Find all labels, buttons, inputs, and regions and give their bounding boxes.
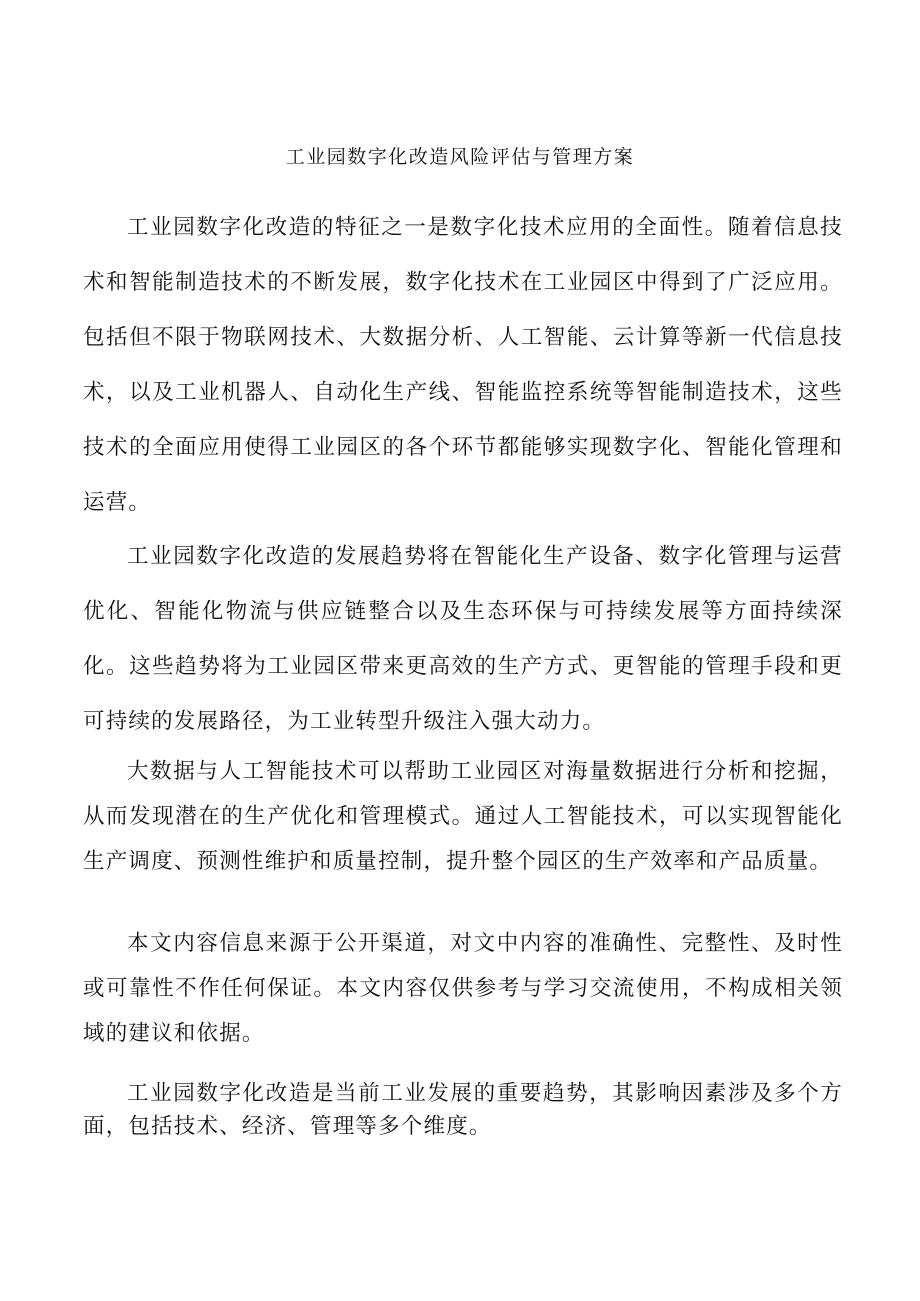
paragraph-influencing-factors: 工业园数字化改造是当前工业发展的重要趋势，其影响因素涉及多个方面，包括技术、经济、管理等多个维度。 [83, 1081, 843, 1139]
paragraph-development-trends: 工业园数字化改造的发展趋势将在智能化生产设备、数字化管理与运营优化、智能化物流与供应链整合以及生态环保与可持续发展等方面持续深化。这些趋势将为工业园区带来更高效的生产方式、更智能的管理手段和更可持续的发展路径，为工业转型升级注入强大动力。 [83, 544, 843, 734]
paragraph-digital-tech-features: 工业园数字化改造的特征之一是数字化技术应用的全面性。随着信息技术和智能制造技术的不断发展，数字化技术在工业园区中得到了广泛应用。包括但不限于物联网技术、大数据分析、人工智能、云计算等新一代信息技术，以及工业机器人、自动化生产线、智能监控系统等智能制造技术，这些技术的全面应用使得工业园区的各个环节都能够实现数字化、智能化管理和运营。 [83, 215, 843, 515]
paragraph-big-data-ai: 大数据与人工智能技术可以帮助工业园区对海量数据进行分析和挖掘，从而发现潜在的生产优化和管理模式。通过人工智能技术，可以实现智能化生产调度、预测性维护和质量控制，提升整个园区的生产效率和产品质量。 [83, 759, 843, 874]
paragraph-disclaimer: 本文内容信息来源于公开渠道，对文中内容的准确性、完整性、及时性或可靠性不作任何保证。本文内容仅供参考与学习交流使用，不构成相关领域的建议和依据。 [83, 931, 843, 1046]
document-title: 工业园数字化改造风险评估与管理方案 [285, 146, 635, 168]
